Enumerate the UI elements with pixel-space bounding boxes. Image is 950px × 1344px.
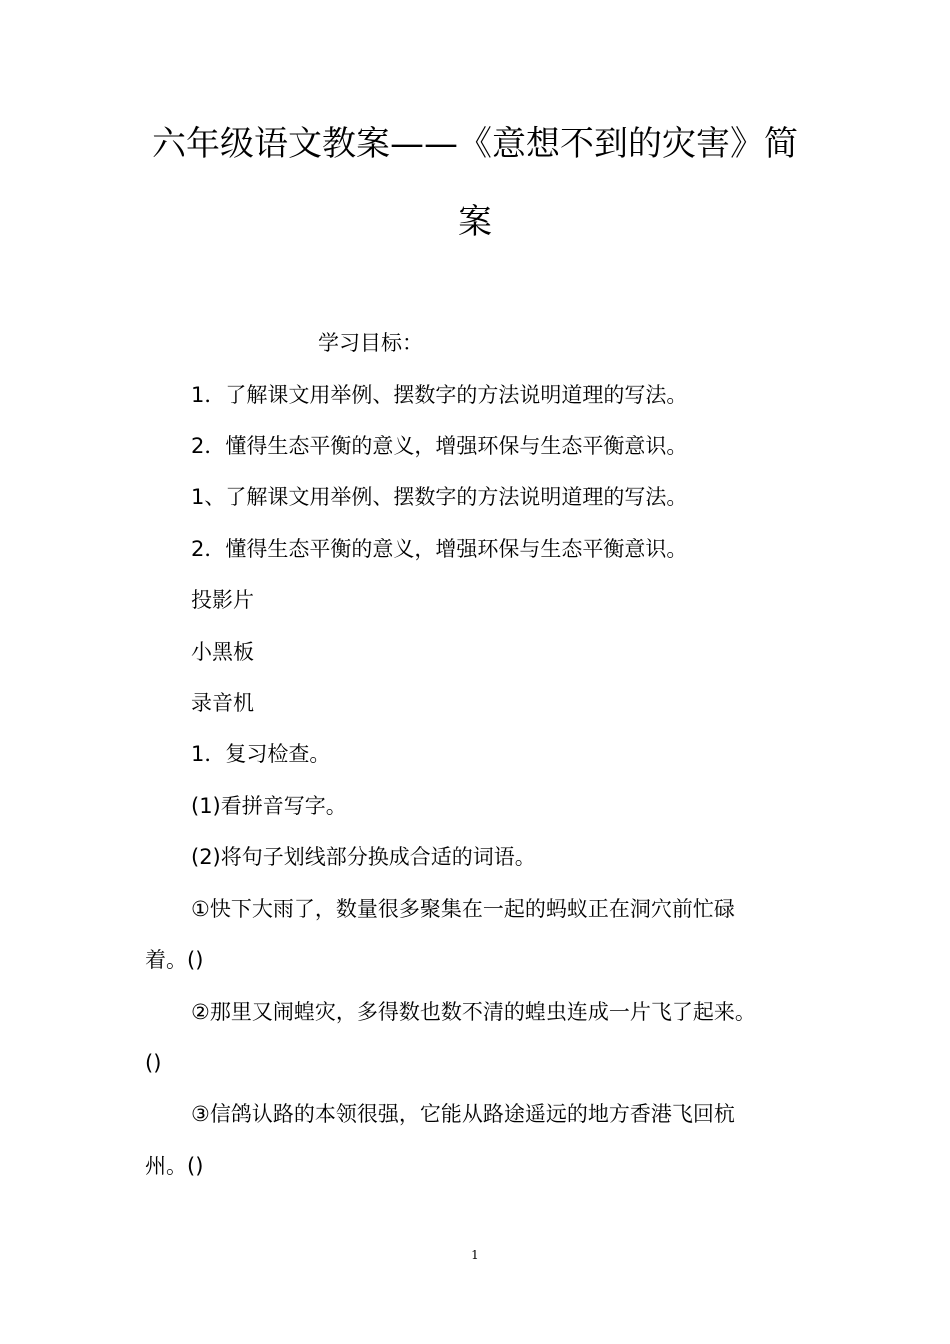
- document-title-line-1: 六年级语文教案——《意想不到的灾害》简: [152, 124, 798, 164]
- objective-2-repeat: 2．懂得生态平衡的意义，增强环保与生态平衡意识。: [191, 537, 688, 561]
- step-pinyin-writing: (1)看拼音写字。: [191, 794, 347, 818]
- exercise-2-line-2: (): [145, 1051, 162, 1075]
- step-review-check: 1．复习检查。: [191, 742, 331, 766]
- objective-1-repeat: 1、了解课文用举例、摆数字的方法说明道理的写法。: [191, 485, 688, 509]
- exercise-3-line-2: 州。(): [145, 1154, 204, 1178]
- objective-2: 2．懂得生态平衡的意义，增强环保与生态平衡意识。: [191, 434, 688, 458]
- document-title-line-2: 案: [458, 202, 492, 242]
- objective-1: 1．了解课文用举例、摆数字的方法说明道理的写法。: [191, 383, 688, 407]
- exercise-3-line-1: ③信鸽认路的本领很强，它能从路途遥远的地方香港飞回杭: [191, 1102, 735, 1126]
- exercise-1-line-2: 着。(): [145, 948, 204, 972]
- learning-objectives-heading: 学习目标：: [318, 331, 423, 355]
- material-recorder: 录音机: [191, 691, 254, 715]
- material-small-blackboard: 小黑板: [191, 640, 254, 664]
- exercise-1-line-1: ①快下大雨了，数量很多聚集在一起的蚂蚁正在洞穴前忙碌: [191, 897, 735, 921]
- step-replace-words: (2)将句子划线部分换成合适的词语。: [191, 845, 536, 869]
- page-number: 1: [471, 1248, 479, 1262]
- material-projector-slides: 投影片: [191, 588, 254, 612]
- exercise-2-line-1: ②那里又闹蝗灾，多得数也数不清的蝗虫连成一片飞了起来。: [191, 1000, 756, 1024]
